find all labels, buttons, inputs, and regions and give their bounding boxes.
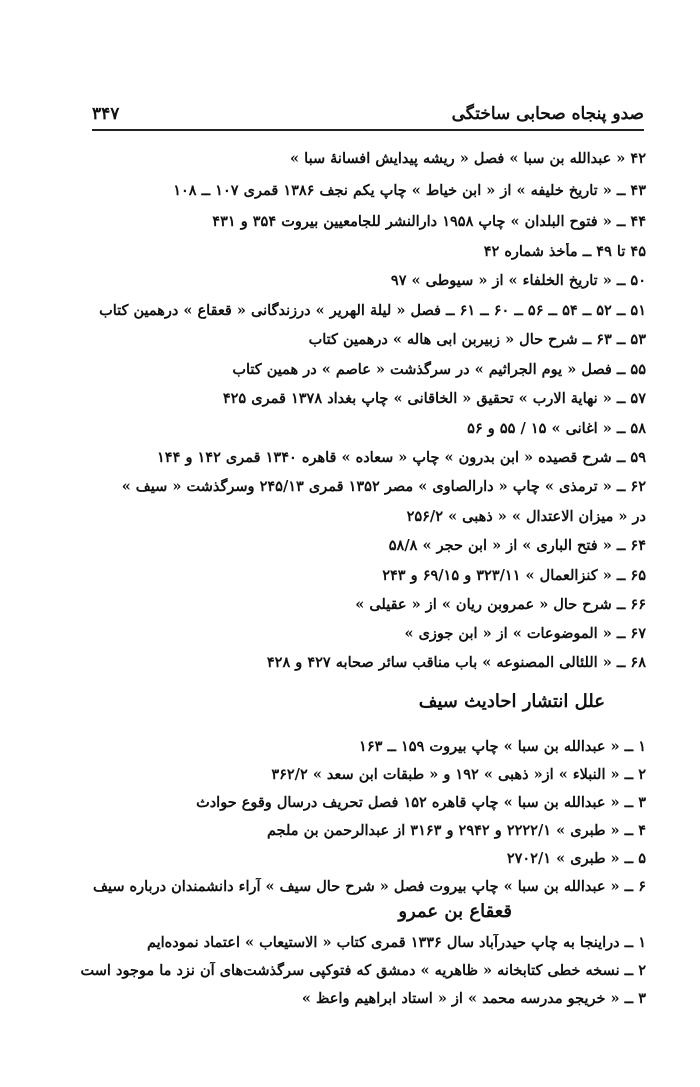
- reference-line: ۵ ــ « طبری » ۲۷۰۲/۱: [506, 850, 646, 867]
- reference-line: ۳ ــ « خریجو مدرسه محمد » از « استاد ابراهیم واعظ »: [301, 990, 646, 1007]
- note-line: ۵۹ ــ شرح قصیده « ابن بدرون » چاپ « سعاده » قاهره ۱۳۴۰ قمری ۱۴۲ و ۱۴۴: [157, 449, 646, 466]
- note-line: ۵۳ ــ ۶۳ ــ شرح حال « زبیربن ابی هاله » درهمین کتاب: [308, 331, 646, 348]
- page-number: ۳۴۷: [92, 104, 120, 124]
- page-header: [92, 104, 644, 128]
- note-line: ۵۸ ــ « اغانی » ۱۵ / ۵۵ و ۵۶: [467, 420, 646, 437]
- note-line: ۴۵ تا ۴۹ ــ مأخذ شماره ۴۲: [483, 243, 646, 260]
- section-heading: علل انتشار احادیث سیف: [418, 691, 605, 712]
- reference-line: ۲ ــ نسخه خطی کتابخانه « ظاهریه » دمشق که فتوکپی سرگذشت‌های آن نزد ما موجود است: [80, 962, 646, 979]
- reference-line: ۱ ــ « عبدالله بن سبا » چاپ بیروت ۱۵۹ ــ ۱۶۳: [359, 738, 646, 755]
- reference-line: ۲ ــ « النبلاء » از« ذهبی » ۱۹۲ و « طبقات ابن سعد » ۳۶۲/۲: [271, 766, 646, 783]
- note-line: ۵۱ ــ ۵۲ ــ ۵۴ ــ ۵۶ ــ ۶۰ ــ ۶۱ ــ فصل « لیلة الهریر » درزندگانی « قعقاع » درهمین کتاب: [99, 302, 646, 319]
- note-line: ۴۲ « عبدالله بن سبا » فصل « ریشه پیدایش افسانهٔ سبا »: [290, 150, 646, 167]
- header-rule: [92, 129, 644, 131]
- note-line: ۶۷ ــ « الموضوعات » از « ابن جوزی »: [404, 625, 646, 642]
- note-line: ۵۷ ــ « نهایة الارب » تحقیق « الخاقانی » چاپ بغداد ۱۳۷۸ قمری ۴۲۵: [222, 390, 646, 407]
- note-line: ۴۴ ــ « فتوح البلدان » چاپ ۱۹۵۸ دارالنشر للجامعیین بیروت ۳۵۴ و ۴۳۱: [212, 213, 646, 230]
- note-line: ۵۰ ــ « تاریخ الخلفاء » از « سیوطی » ۹۷: [390, 272, 646, 289]
- note-line: ۶۴ ــ « فتح الباری » از « ابن حجر » ۵۸/۸: [388, 537, 646, 554]
- reference-line: ۱ ــ دراینجا به چاپ حیدرآباد سال ۱۳۳۶ قمری کتاب « الاستیعاب » اعتماد نموده‌ایم: [146, 934, 646, 951]
- section-heading: قعقاع بن عمرو: [398, 901, 512, 922]
- note-line: ۶۸ ــ « اللئالی المصنوعه » باب مناقب سائر صحابه ۴۲۷ و ۴۲۸: [266, 654, 646, 671]
- note-line: ۴۳ ــ « تاریخ خلیفه » از « ابن خیاط » چاپ یکم نجف ۱۳۸۶ قمری ۱۰۷ ــ ۱۰۸: [173, 182, 646, 199]
- note-line: ۶۶ ــ شرح حال « عمروبن ریان » از « عقیلی »: [355, 596, 646, 613]
- reference-line: ۴ ــ « طبری » ۲۲۲۲/۱ و ۲۹۴۲ و ۳۱۶۳ از عبدالرحمن بن ملجم: [266, 822, 646, 839]
- reference-line: ۶ ــ « عبدالله بن سبا » چاپ بیروت فصل « شرح حال سیف » آراء دانشمندان درباره سیف: [92, 878, 646, 895]
- reference-line: ۳ ــ « عبدالله بن سبا » چاپ قاهره ۱۵۲ فصل تحریف درسال وقوع حوادث: [196, 794, 646, 811]
- note-line: ۶۵ ــ « کنزالعمال » ۳۲۳/۱۱ و ۶۹/۱۵ و ۲۴۳: [382, 567, 646, 584]
- note-line: در « میزان الاعتدال » « ذهبی » ۲۵۶/۲: [406, 508, 646, 525]
- note-line: ۶۲ ــ « ترمذی » چاپ « دارالصاوی » مصر ۱۳۵۲ قمری ۲۴۵/۱۳ وسرگذشت « سیف »: [121, 478, 646, 495]
- running-title: صدو پنجاه صحابی ساختگی: [451, 104, 644, 124]
- note-line: ۵۵ ــ فصل « یوم الجراثیم » در سرگذشت « عاصم » در همین کتاب: [232, 361, 646, 378]
